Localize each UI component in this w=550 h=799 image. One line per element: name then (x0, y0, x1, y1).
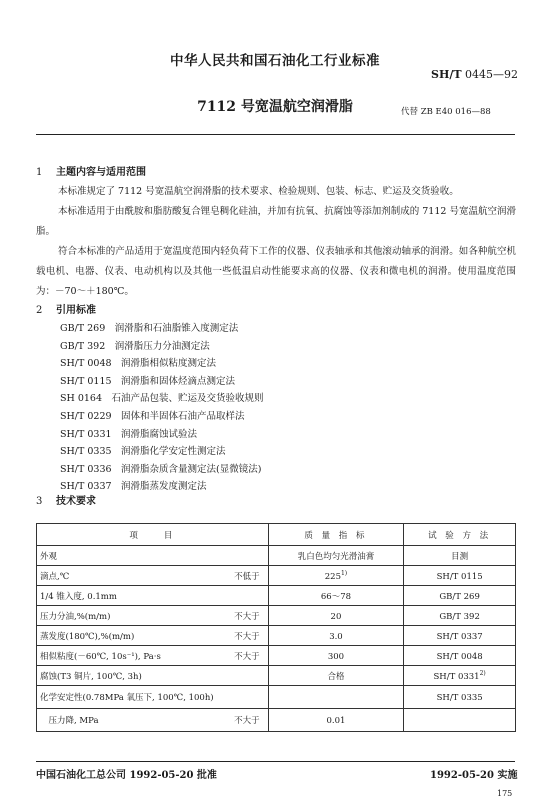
spec-value-cell (268, 626, 404, 646)
section-1-paragraph-1: 本标准规定了 7112 号宽温航空润滑脂的技术要求、检验规则、包装、标志、贮运及交货验收。 (58, 186, 459, 197)
reference-item: SH/T 0337 润滑脂蒸发度测定法 (60, 481, 207, 493)
spec-value-cell (268, 709, 404, 732)
method-cell (404, 686, 516, 709)
table-row (37, 709, 516, 732)
item-label: 外观 (40, 551, 58, 562)
reference-item: GB/T 269 润滑脂和石油脂锥入度测定法 (60, 323, 239, 334)
spec-value: 66～78 (320, 591, 352, 602)
method-value: 目测 (451, 551, 469, 562)
table-row (37, 546, 516, 566)
item-label: 1/4 锥入度, 0.1mm (40, 591, 117, 602)
item-cell (37, 686, 269, 709)
section-1-paragraph-3: 符合本标准的产品适用于宽温度范围内轻负荷下工作的仪器、仪表轴承和其他滚动轴承的润滑。如各种航空机载电机、电器、仪表、电动机构以及其他一些低温启动性能要求高的仪器、仪表和微电机的润滑。使用温度范围为：－70～＋180℃。 (36, 246, 516, 297)
limit-label: 不大于 (234, 716, 260, 726)
standard-number: 0445—92 (465, 68, 519, 81)
method-value: SH/T 0115 (436, 571, 483, 582)
method-value: SH/T 0337 (436, 631, 483, 642)
item-label: 压力降, MPa (40, 716, 99, 726)
spec-value: 乳白色均匀光滑油膏 (297, 551, 375, 562)
method-value: SH/T 0335 (436, 692, 483, 703)
item-label: 滴点,℃ (40, 571, 70, 582)
method-value: SH/T 0048 (436, 651, 483, 662)
replaces-note: 代替 ZB E40 016—88 (401, 107, 491, 117)
item-label: 化学安定性(0.78MPa 氧压下, 100℃, 100h) (40, 693, 214, 703)
section-title: 主题内容与适用范围 (56, 167, 146, 178)
item-cell (37, 546, 269, 566)
item-cell (37, 606, 269, 626)
spec-value-cell (268, 666, 404, 686)
technical-requirements-table (36, 523, 516, 732)
section-title: 技术要求 (56, 496, 96, 507)
reference-item: SH 0164 石油产品包装、贮运及交货验收规则 (60, 393, 264, 405)
limit-label: 不大于 (234, 651, 260, 662)
method-cell (404, 546, 516, 566)
footer-rule (36, 761, 515, 762)
spec-value-cell (268, 546, 404, 566)
spec-value-cell (268, 606, 404, 626)
issuing-body-heading: 中华人民共和国石油化工行业标准 (170, 53, 380, 69)
spec-value: 3.0 (329, 631, 343, 642)
reference-item: SH/T 0048 润滑脂相似粘度测定法 (60, 358, 217, 370)
item-label: 压力分油,%(m/m) (40, 611, 111, 622)
method-value: GB/T 392 (439, 611, 480, 622)
standard-code (431, 68, 518, 81)
item-cell (37, 586, 269, 606)
section-number: 2 (36, 305, 43, 316)
item-cell (37, 646, 269, 666)
table-row (37, 666, 516, 686)
table-row (37, 566, 516, 586)
standard-prefix: SH/T (431, 68, 462, 81)
spec-value-cell (268, 646, 404, 666)
method-cell (404, 666, 516, 686)
header-rule (36, 134, 515, 135)
document-title: 7112 号宽温航空润滑脂 (197, 99, 353, 115)
table-row (37, 586, 516, 606)
method-value: GB/T 269 (439, 591, 480, 602)
reference-item: SH/T 0229 固体和半固体石油产品取样法 (60, 410, 245, 422)
section-number: 1 (36, 167, 43, 178)
reference-item: GB/T 392 润滑脂压力分油测定法 (60, 340, 210, 352)
footnote-marker: 1) (340, 569, 348, 577)
method-cell (404, 566, 516, 586)
method-cell (404, 586, 516, 606)
section-2-heading (36, 301, 96, 316)
column-header-spec: 质 量 指 标 (268, 524, 404, 546)
section-3-heading (36, 492, 96, 507)
reference-item: SH/T 0335 润滑脂化学安定性测定法 (60, 446, 226, 458)
section-number: 3 (36, 496, 43, 507)
column-header-item: 项 目 (37, 524, 269, 546)
spec-value-cell (268, 686, 404, 709)
item-cell (37, 666, 269, 686)
item-cell (37, 709, 269, 732)
method-cell (404, 606, 516, 626)
method-cell (404, 646, 516, 666)
item-cell (37, 626, 269, 646)
item-cell (37, 566, 269, 586)
spec-value: 20 (330, 611, 342, 622)
reference-item: SH/T 0336 润滑脂杂质含量测定法(显微镜法) (60, 463, 262, 475)
section-1-paragraph-2: 本标准适用于由酰胺和脂肪酸复合锂皂稠化硅油，并加有抗氧、抗腐蚀等添加剂制成的 7112 号宽温航空润滑脂。 (36, 206, 516, 237)
reference-item: SH/T 0331 润滑脂腐蚀试验法 (60, 428, 198, 440)
approval-note: 中国石油化工总公司 1992-05-20 批准 (36, 770, 217, 781)
method-cell (404, 709, 516, 732)
section-1-heading (36, 163, 146, 178)
page-number: 175 (497, 789, 513, 798)
item-label: 腐蚀(T3 铜片, 100℃, 3h) (40, 671, 142, 682)
method-value: SH/T 0331 (433, 671, 480, 682)
table-row (37, 686, 516, 709)
section-title: 引用标准 (56, 305, 96, 316)
spec-value: 0.01 (326, 715, 346, 726)
table-header-row (37, 524, 516, 546)
method-cell (404, 626, 516, 646)
item-label: 相似粘度(－60℃, 10s⁻¹), Pa·s (40, 651, 161, 662)
reference-item: SH/T 0115 润滑脂和固体烃滴点测定法 (60, 375, 236, 387)
table-row (37, 606, 516, 626)
table-row (37, 646, 516, 666)
effective-date: 1992-05-20 实施 (430, 770, 518, 781)
column-header-method: 试 验 方 法 (404, 524, 516, 546)
spec-value-cell (268, 586, 404, 606)
reference-list (60, 320, 264, 496)
spec-value: 合格 (327, 671, 345, 682)
spec-value: 225 (324, 571, 341, 582)
spec-value-cell (268, 566, 404, 586)
limit-label: 不大于 (234, 611, 260, 622)
limit-label: 不低于 (234, 571, 260, 582)
item-label: 蒸发度(180℃),%(m/m) (40, 631, 135, 642)
footnote-marker: 2) (479, 669, 486, 677)
spec-value: 300 (327, 651, 345, 662)
limit-label: 不大于 (234, 631, 260, 642)
table-row (37, 626, 516, 646)
